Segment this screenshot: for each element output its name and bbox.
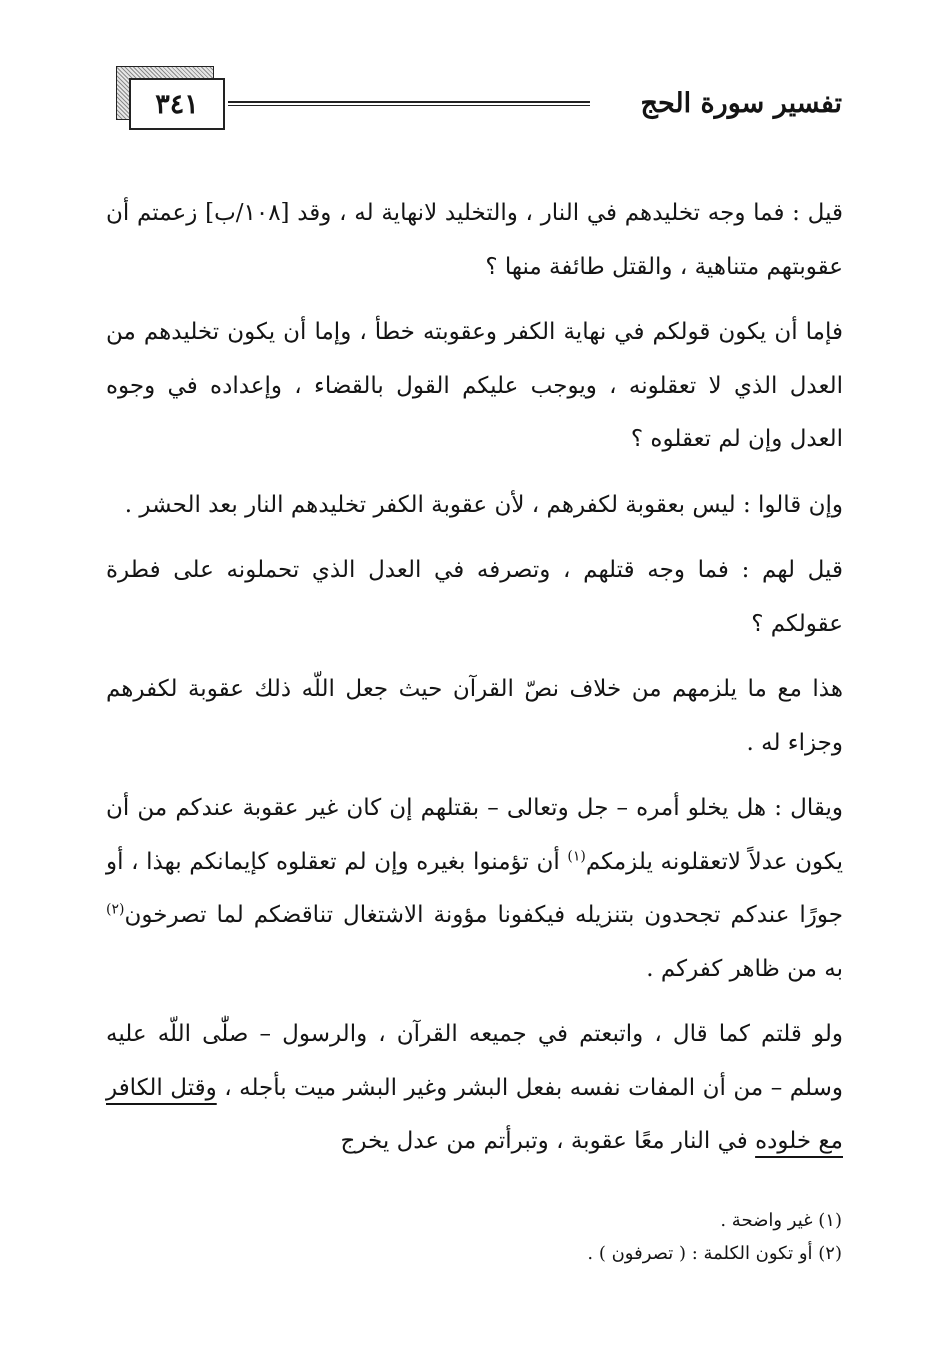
paragraph-6 (106, 782, 843, 996)
paragraph-7-part-b: في النار معًا عقوبة ، وتبرأتم من عدل يخرج (340, 1128, 756, 1154)
paragraph-6-part-a: ويقال : هل يخلو أمره – جل وتعالى – بقتلهم إن كان غير عقوبة عندكم من أن يكون عدلاً لاتعقلونه يلزمكم (106, 795, 843, 875)
footnote-2: (٢) أو تكون الكلمة : ( تصرفون ) . (587, 1243, 842, 1264)
footnotes (105, 1204, 842, 1270)
paragraph-1: قيل : فما وجه تخليدهم في النار ، والتخليد لانهاية له ، وقد [١٠٨/ب] زعمتم أن عقوبتهم متناهية ، والقتل طائفة منها ؟ (106, 200, 843, 280)
underlined-phrase: وقتل الكافر مع خلوده (106, 1074, 843, 1154)
page-number-frame (116, 66, 214, 120)
header-rule (228, 101, 590, 106)
paragraph-5: هذا مع ما يلزمهم من خلاف نصّ القرآن حيث جعل اللّه ذلك عقوبة لكفرهم وجزاء له . (106, 676, 843, 756)
paragraph-7 (106, 1008, 843, 1169)
paragraph-7-part-a: ولو قلتم كما قال ، واتبعتم في جميعه القرآن ، والرسول – صلّٰى اللّه عليه وسلم – من أن المفات نفسه بفعل البشر وغير البشر ميت بأجله ، (106, 1021, 843, 1101)
paragraph-3: وإن قالوا : ليس بعقوبة لكفرهم ، لأن عقوبة الكفر تخليدهم النار بعد الحشر . (124, 491, 843, 518)
footnote-1: (١) غير واضحة . (720, 1210, 842, 1231)
paragraph-4: قيل لهم : فما وجه قتلهم ، وتصرفه في العدل الذي تحملونه على فطرة عقولكم ؟ (106, 557, 843, 637)
footnote-ref-1[interactable]: (١) (567, 847, 586, 864)
page-number: ٣٤١ (129, 78, 225, 130)
paragraph-2: فإما أن يكون قولكم في نهاية الكفر وعقوبته خطأ ، وإما أن يكون تخليدهم من العدل الذي لا تعقلونه ، ويوجب عليكم القول بالقضاء ، وإعداده في وجوه العدل وإن لم تعقلوه ؟ (106, 319, 843, 452)
body-text (106, 187, 843, 1181)
running-title: تفسير سورة الحج (640, 88, 842, 119)
paragraph-6-part-c: به من ظاهر كفركم . (646, 955, 843, 982)
paragraph-6-part-b: أن تؤمنوا بغيره وإن لم تعقلوه كإيمانكم بهذا ، أو جورًا عندكم تجحدون بتنزيله فيكفونا مؤونة الاشتغال تناقضكم لما تصرخون (106, 848, 843, 928)
footnote-ref-2[interactable]: (٢) (106, 901, 125, 918)
